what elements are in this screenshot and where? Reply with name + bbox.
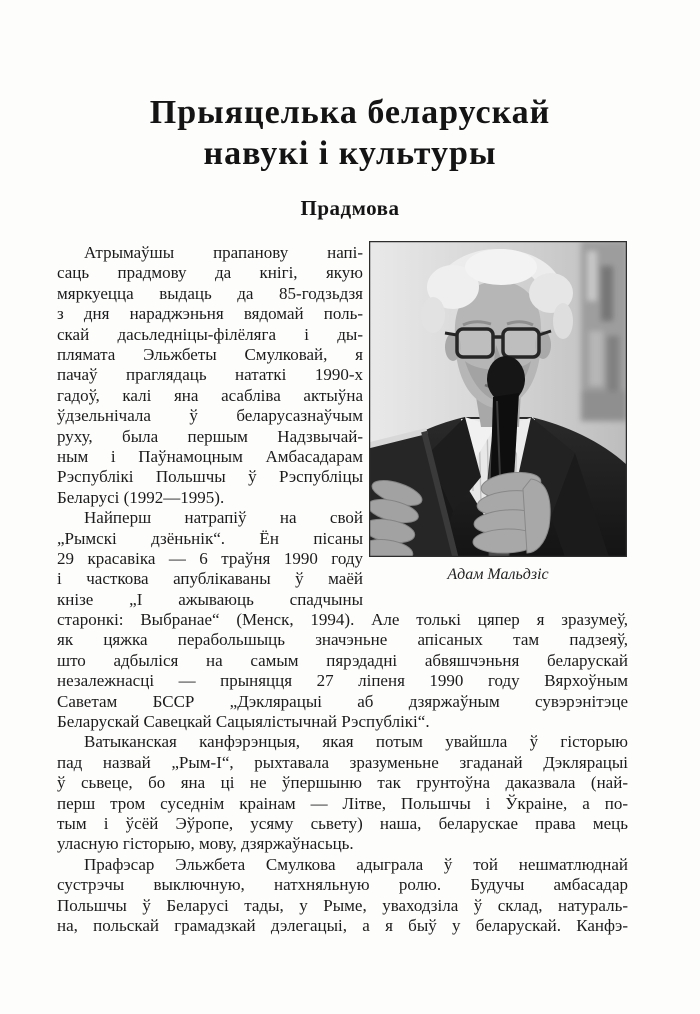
- text-line: „Рымскі дзёньнік“. Ён пісаны: [57, 528, 363, 548]
- text-line: сустрэчы выключную, натхняльную ролю. Будучы амбасадар: [57, 875, 628, 895]
- photo-caption: Адам Мальдзіс: [447, 566, 549, 583]
- text-line: і часткова апублікаваны ў маёй: [57, 569, 363, 589]
- text-line: ным і Паўнамоцным Амбасадарам: [57, 447, 363, 466]
- text-line: уласную гісторыю, мову, дзяржаўнасьць.: [57, 834, 354, 854]
- text-line: Саветам БССР „Дэклярацыі аб дзяржаўным сувэрэнітэце: [57, 691, 628, 711]
- text-line: пад назвай „Рым-І“, рыхтавала зразуменьне згаданай Дэклярацыі: [57, 752, 628, 772]
- text-line: Рэспублікі Польшчы ў Рэспубліцы: [57, 467, 363, 487]
- text-line: 29 красавіка — 6 траўня 1990 году: [57, 549, 363, 568]
- text-line: Ватыканская канфэрэнцыя, якая потым увайшла ў гісторыю: [84, 732, 628, 752]
- portrait-photo: [369, 241, 627, 557]
- text-line: ўдзельнічала ў беларусазнаўчым: [57, 406, 363, 426]
- text-line: Прафэсар Эльжбета Смулкова адыграла ў той нешматлюднай: [84, 854, 628, 874]
- text-line: што адбыліся на самым пярэдадні абвяшчэньня беларускай: [57, 650, 628, 670]
- text-line: гадоў, калі яна асабліва актыўна: [57, 385, 363, 405]
- text-line: Атрымаўшы прапанову напі-: [84, 243, 363, 262]
- text-line: старонкі: Выбранае“ (Менск, 1994). Але толькі цяпер я зразумеў,: [57, 610, 628, 629]
- text-line: Беларусі (1992—1995).: [57, 487, 225, 507]
- text-line: незалежнасці — прыняцця 27 ліпеня 1990 году Вярхоўным: [57, 671, 628, 691]
- text-line: з дня нараджэньня вядомай поль-: [57, 304, 363, 324]
- text-line: мяркуецца выдаць да 85-годзьдзя: [57, 283, 363, 303]
- text-line: Польшчы ў Беларусі тады, у Рыме, уваходзіла ў склад, натураль-: [57, 895, 628, 915]
- text-line: на, польскай грамадзкай дэлегацыі, а я быў у беларускай. Канфэ-: [57, 916, 628, 935]
- text-line: пачаў праглядаць нататкі 1990-х: [57, 365, 363, 385]
- text-line: Беларускай Савецкай Сацыялістычнай Рэспублікі“.: [57, 712, 430, 731]
- text-line: як цяжка перабольшыць значэньне апісаных там падзеяў,: [57, 630, 628, 650]
- page-title-line2: навукі і культуры: [203, 135, 497, 172]
- text-line: перш тром суседнім краінам — Літве, Польшчы і Ўкраіне, а по-: [57, 793, 628, 813]
- page-title-line1: Прыяцелька беларускай: [149, 94, 551, 131]
- text-line: кнізе „І ажываюць спадчыны: [57, 589, 363, 609]
- text-line: плямата Эльжбеты Смулковай, я: [57, 345, 363, 364]
- text-line: Найперш натрапіў на свой: [84, 508, 363, 528]
- text-line: саць прадмову да кнігі, якую: [57, 263, 363, 283]
- section-title: Прадмова: [300, 196, 400, 220]
- text-line: скай дасьледніцы-філёляга і ды-: [57, 324, 363, 344]
- portrait-figure: [369, 241, 627, 584]
- text-line: ў сьвеце, бо яна ці не ўпершыню так грунтоўна даказвала (най-: [57, 773, 628, 793]
- text-line: тым і ўсёй Эўропе, усяму сьвету) наша, беларускае права мець: [57, 814, 628, 833]
- page-title: [0, 92, 700, 174]
- text-line: руху, была першым Надзвычай-: [57, 426, 363, 446]
